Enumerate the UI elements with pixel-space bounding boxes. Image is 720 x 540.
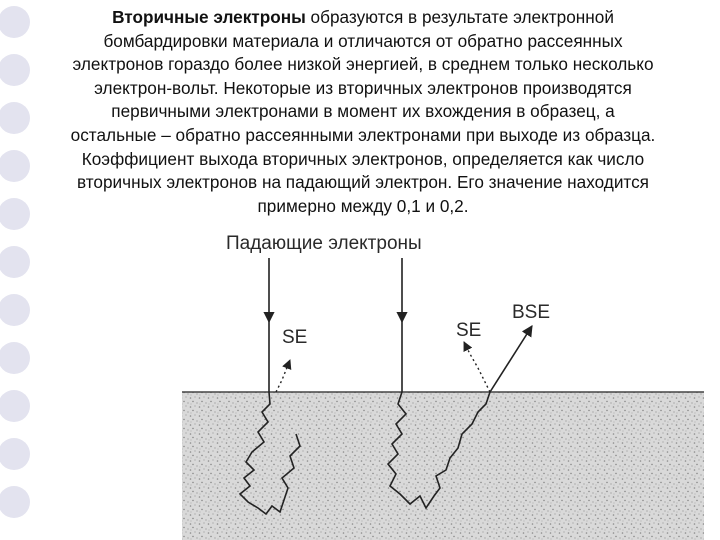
se-label-1: SE	[282, 327, 308, 348]
secondary-electron-path-2	[464, 342, 490, 392]
term-secondary-electrons: Вторичные электроны	[112, 7, 306, 27]
bse-label: BSE	[512, 302, 551, 323]
sample-material	[182, 392, 704, 540]
se-label-2: SE	[456, 320, 482, 341]
text-line-9: примерно между 0,1 и 0,2.	[257, 195, 469, 216]
text-line-8: вторичных электронов на падающий электрон. Его значение находится	[77, 172, 649, 193]
text-line-3: электронов гораздо более низкой энергией, в среднем только несколько	[72, 54, 654, 75]
text-line-4: электрон-вольт. Некоторые из вторичных электронов производятся	[94, 77, 632, 98]
text-line-5: первичными электронами в момент их вхождения в образец, а	[111, 101, 615, 122]
secondary-electron-path-1	[276, 360, 290, 392]
text-line-7: Коэффициент выхода вторичных электронов, определяется как число	[81, 148, 645, 169]
text-line-6: остальные – обратно рассеянными электронами при выходе из образца.	[70, 124, 656, 145]
backscattered-electron-path	[490, 326, 532, 392]
incident-electrons-label: Падающие электроны	[226, 233, 422, 254]
text-line-2: бомбардировки материала и отличаются от обратно рассеянных	[103, 30, 623, 51]
text-line-1-rest: образуются в результате электронной	[305, 7, 614, 27]
